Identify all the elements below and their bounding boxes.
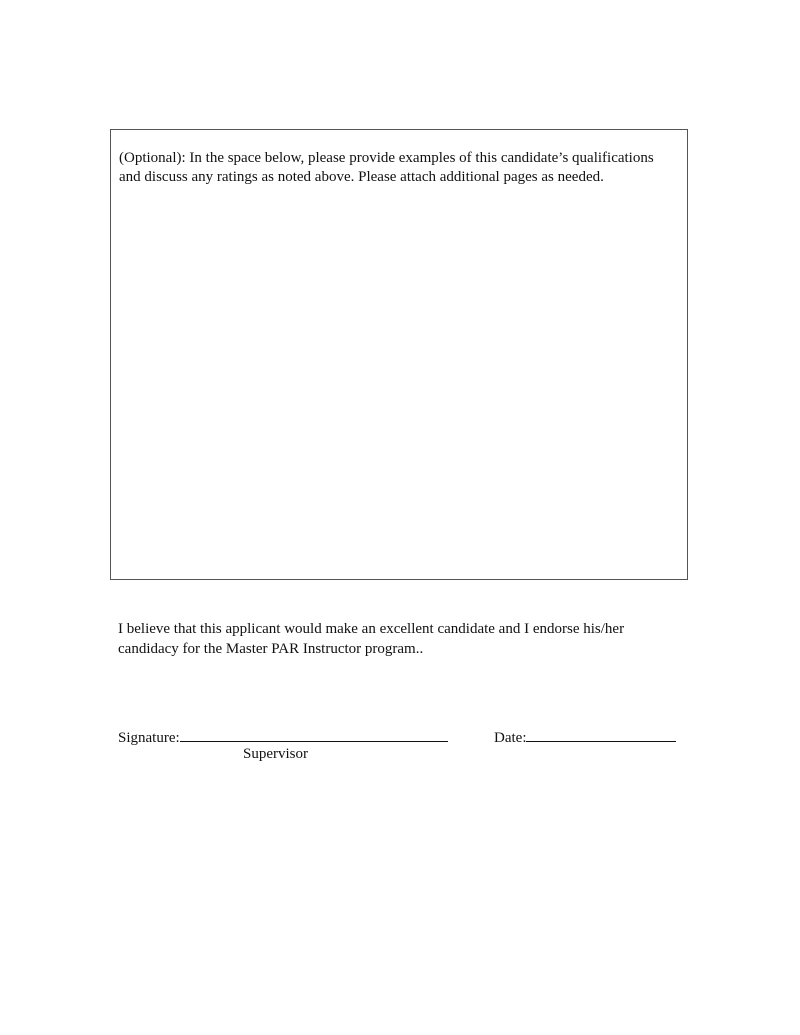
comments-box[interactable] — [110, 129, 688, 580]
signature-field[interactable] — [180, 727, 448, 742]
supervisor-label: Supervisor — [243, 746, 308, 762]
signature-label: Signature: — [118, 730, 180, 746]
endorsement-statement: I believe that this applicant would make an excellent candidate and I endorse his/her candidacy for the Master PAR Instructor program.. — [118, 621, 625, 657]
date-line — [494, 727, 676, 748]
date-label: Date: — [494, 730, 527, 746]
date-field[interactable] — [526, 727, 676, 742]
comments-instructions: (Optional): In the space below, please provide examples of this candidate’s qualifications and discuss any ratings as noted above. Please attach additional pages as needed. — [119, 150, 654, 185]
